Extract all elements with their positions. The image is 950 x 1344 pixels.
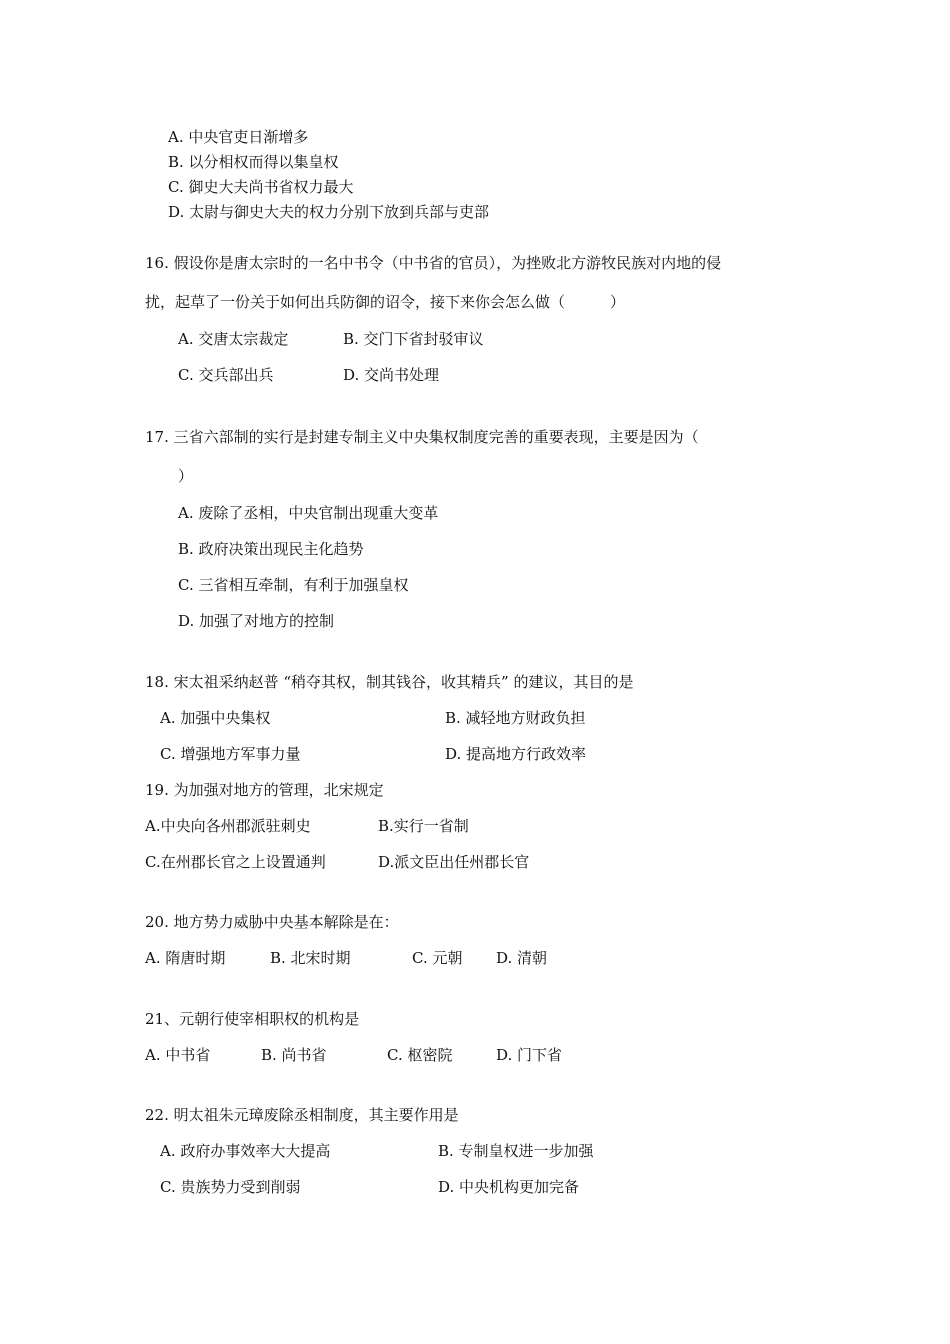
q19-option-a: A.中央向各州郡派驻刺史 xyxy=(145,817,311,835)
q18-stem: 18. 宋太祖采纳赵普 “稍夺其权，制其钱谷，收其精兵” 的建议，其目的是 xyxy=(145,673,634,691)
q20-option-a: A. 隋唐时期 xyxy=(145,949,226,967)
q16-option-d: D. 交尚书处理 xyxy=(343,366,440,384)
q21-stem: 21、元朝行使宰相职权的机构是 xyxy=(145,1010,360,1028)
q22-option-d: D. 中央机构更加完备 xyxy=(438,1178,580,1196)
q19-option-d: D.派文臣出任州郡长官 xyxy=(378,853,530,871)
q17-option-a: A. 废除了丞相，中央官制出现重大变革 xyxy=(178,504,439,522)
q16-option-c: C. 交兵部出兵 xyxy=(178,366,274,384)
q21-option-a: A. 中书省 xyxy=(145,1046,211,1064)
q21-option-c: C. 枢密院 xyxy=(387,1046,453,1064)
q20-option-c: C. 元朝 xyxy=(412,949,463,967)
q17-option-c: C. 三省相互牵制，有利于加强皇权 xyxy=(178,576,409,594)
q22-option-b: B. 专制皇权进一步加强 xyxy=(438,1142,594,1160)
q18-option-c: C. 增强地方军事力量 xyxy=(160,745,301,763)
q15-option-a: A. 中央官吏日渐增多 xyxy=(168,128,309,146)
q22-stem: 22. 明太祖朱元璋废除丞相制度，其主要作用是 xyxy=(145,1106,459,1124)
q19-option-c: C.在州郡长官之上设置通判 xyxy=(145,853,326,871)
q21-option-b: B. 尚书省 xyxy=(261,1046,327,1064)
q18-option-d: D. 提高地方行政效率 xyxy=(445,745,587,763)
q16-stem-line1: 16. 假设你是唐太宗时的一名中书令（中书省的官员），为挫败北方游牧民族对内地的侵 xyxy=(145,254,722,272)
q22-option-c: C. 贵族势力受到削弱 xyxy=(160,1178,301,1196)
q19-stem: 19. 为加强对地方的管理，北宋规定 xyxy=(145,781,384,799)
q17-option-d: D. 加强了对地方的控制 xyxy=(178,612,335,630)
q20-option-d: D. 清朝 xyxy=(496,949,548,967)
q15-option-c: C. 御史大夫尚书省权力最大 xyxy=(168,178,354,196)
q16-option-a: A. 交唐太宗裁定 xyxy=(178,330,289,348)
q22-option-a: A. 政府办事效率大大提高 xyxy=(160,1142,331,1160)
q16-stem-line2: 扰，起草了一份关于如何出兵防御的诏令，接下来你会怎么做（ ） xyxy=(145,293,626,311)
q20-option-b: B. 北宋时期 xyxy=(270,949,351,967)
q17-option-b: B. 政府决策出现民主化趋势 xyxy=(178,540,364,558)
q21-option-d: D. 门下省 xyxy=(496,1046,563,1064)
q18-option-b: B. 减轻地方财政负担 xyxy=(445,709,586,727)
q17-stem-line2: ） xyxy=(178,467,194,485)
q15-option-b: B. 以分相权而得以集皇权 xyxy=(168,153,339,171)
q16-option-b: B. 交门下省封驳审议 xyxy=(343,330,484,348)
q19-option-b: B.实行一省制 xyxy=(378,817,469,835)
q20-stem: 20. 地方势力威胁中央基本解除是在： xyxy=(145,913,399,931)
q15-option-d: D. 太尉与御史大夫的权力分别下放到兵部与吏部 xyxy=(168,203,490,221)
q18-option-a: A. 加强中央集权 xyxy=(160,709,271,727)
q17-stem-line1: 17. 三省六部制的实行是封建专制主义中央集权制度完善的重要表现，主要是因为（ xyxy=(145,428,699,446)
